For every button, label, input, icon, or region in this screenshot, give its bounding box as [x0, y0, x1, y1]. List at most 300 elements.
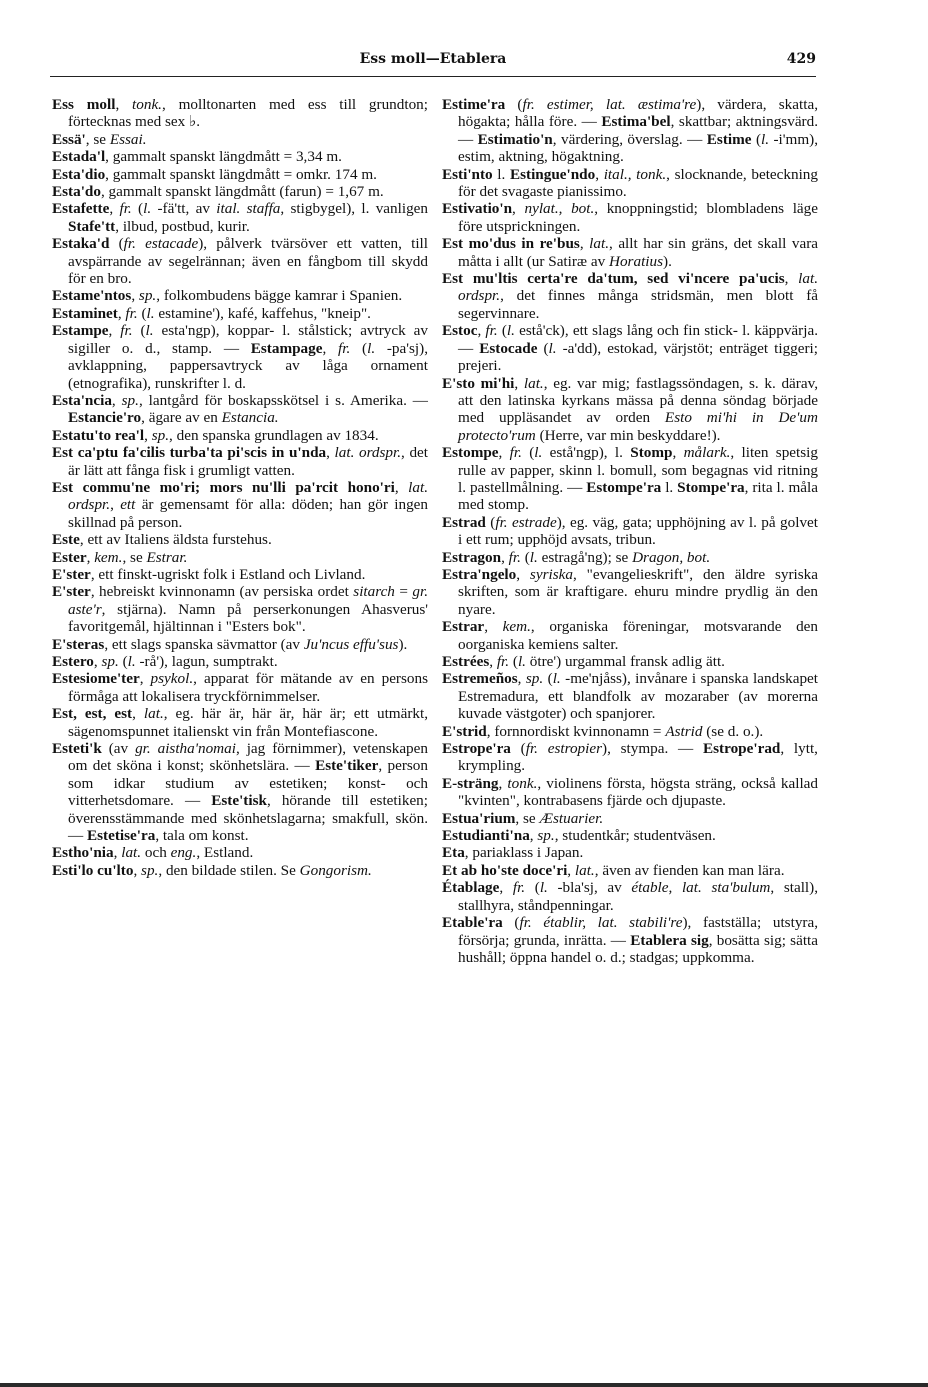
entry-italic-text: lat. — [121, 844, 142, 862]
entry-headword: Esti'lo cu'lto — [52, 861, 134, 879]
entry-italic-text: l. — [529, 548, 538, 566]
entry-italic-text: Horatius — [609, 252, 664, 270]
entry-text: , se — [122, 548, 147, 566]
entry-text: , — [579, 235, 590, 253]
entry-headword: Estremeños — [442, 670, 518, 688]
entry-text: ötre') urgammal fransk adlig ätt. — [525, 653, 725, 670]
entry-headword: Estrées — [442, 653, 490, 670]
entry-text: , rita l. måla med stomp. — [458, 478, 818, 514]
entry-italic-text: l. — [517, 653, 526, 670]
entry-italic-text: sp. — [151, 426, 170, 444]
entry-text: , — [111, 391, 122, 409]
entry-text: ( — [350, 339, 368, 357]
entry-headword: Estime — [706, 130, 752, 148]
entry-italic-text: sp. — [121, 391, 139, 409]
entry-headword: Ess moll — [52, 96, 116, 113]
dictionary-entry — [442, 827, 818, 844]
entry-italic-text: Ju'ncus effu'sus — [303, 635, 399, 653]
entry-text: , molltonarten med ess till grundton; förtecknas med sex ♭. — [68, 96, 428, 131]
entry-text: , — [109, 200, 120, 218]
entry-headword: Estompe — [442, 444, 499, 462]
dictionary-entry — [52, 670, 428, 705]
dictionary-entry — [442, 844, 818, 861]
entry-text: , — [498, 774, 508, 792]
entry-headword: Eta — [442, 844, 465, 862]
entry-headword: Stomp — [630, 444, 673, 462]
entry-headword: E-sträng — [442, 774, 499, 792]
dictionary-entry — [52, 740, 428, 844]
entry-italic-text: fr. — [485, 322, 498, 340]
entry-headword: Estero — [52, 653, 94, 670]
entry-italic-text: l. — [552, 670, 561, 688]
entry-text: , pariaklass i Japan. — [464, 844, 584, 862]
dictionary-entry — [52, 183, 428, 200]
entry-text: estamine'), kafé, kaffehus, "kneip". — [154, 304, 371, 322]
entry-text: och — [141, 844, 171, 862]
entry-text: , organiska föreningar, motsvarande den oorganiska kemiens salter. — [458, 618, 819, 653]
entry-text: , — [132, 705, 144, 723]
entry-italic-text: l. — [145, 322, 154, 340]
dictionary-entry — [52, 844, 428, 861]
entry-headword: E'strid — [442, 722, 487, 740]
dictionary-entry — [52, 531, 428, 548]
entry-text: -bla'sj, av — [547, 879, 632, 897]
dictionary-entry — [52, 322, 428, 392]
entry-headword: Etablera sig — [630, 931, 709, 949]
entry-text: ). — [663, 252, 672, 270]
entry-text: , — [117, 304, 126, 322]
entry-text: , — [394, 478, 409, 496]
entry-headword: Estrad — [442, 513, 486, 531]
entry-text: , person som idkar studium av estetiken; konst- och vitterhetsdomare. — — [68, 757, 428, 810]
entry-headword: Estocade — [479, 339, 538, 357]
entry-text: ( — [137, 304, 147, 322]
entry-text: ( — [131, 200, 144, 218]
entry-headword: E'ster — [52, 565, 91, 583]
dictionary-entry — [442, 775, 818, 810]
entry-italic-text: sp. — [537, 827, 555, 845]
entry-italic-text: fr. — [512, 879, 526, 897]
entry-italic-text: l. — [534, 444, 543, 462]
entry-text: , fornnordiskt kvinnonamn = — [486, 722, 666, 740]
entry-italic-text: fr. estacade — [123, 235, 199, 253]
entry-italic-text: lat. — [143, 705, 164, 723]
entry-text: , — [115, 96, 133, 113]
entry-text: , — [514, 374, 524, 392]
entry-text: , — [131, 287, 139, 305]
dictionary-entry — [52, 705, 428, 740]
entry-text: , hörande till estetiken; överensstämmande med skönhetslagarna; smakfull, skön. — — [68, 792, 428, 845]
entry-italic-text: kem. — [94, 548, 123, 566]
entry-text: , apparat för mätande av en persons förmåga att lokalisera tryckförnimmelser. — [68, 670, 428, 705]
entry-text: ( — [132, 322, 146, 340]
entry-italic-text: sp. — [525, 670, 544, 688]
entry-text: ( — [520, 548, 530, 566]
entry-text: -pa'sj), avklappning, pappersavtryck av låga ornament (etnografika), runskrifter l. d. — [68, 339, 428, 392]
dictionary-entry — [442, 566, 818, 618]
entry-headword: Esta'do — [52, 183, 101, 201]
entry-italic-text: l. — [548, 339, 557, 357]
entry-text: , värdering, överslag. — — [552, 130, 707, 148]
entry-text: ( — [497, 322, 507, 340]
entry-italic-text: gr. aistha'nomai — [135, 740, 236, 758]
entry-italic-text: ital., tonk. — [603, 165, 667, 183]
entry-text: ( — [109, 235, 124, 253]
entry-text: ( — [118, 653, 128, 670]
dictionary-entry — [52, 653, 428, 670]
entry-headword: Esteti'k — [52, 740, 102, 758]
entry-headword: Est, est, est — [52, 705, 133, 723]
entry-italic-text: l. — [761, 130, 770, 148]
entry-text: , gammalt spanskt längdmått = 3,34 m. — [105, 148, 342, 166]
entry-headword: Estragon — [442, 548, 502, 566]
entry-text: ), eg. väg, gata; upphöjning av l. på golvet i ett rum; upphöjd avsats, tribun. — [458, 513, 819, 549]
dictionary-entry — [52, 96, 428, 131]
entry-text: , gammalt spanskt längdmått = omkr. 174 m. — [105, 165, 377, 183]
entry-italic-text: fr. — [125, 304, 138, 322]
entry-headword: Estime'ra — [442, 96, 506, 113]
entry-italic-text: l. — [127, 653, 136, 670]
dictionary-entry — [52, 131, 428, 148]
dictionary-entry — [52, 148, 428, 165]
entry-text: , — [595, 165, 604, 183]
dictionary-entry — [442, 670, 818, 722]
entry-text: (Herre, var min beskyddare!). — [535, 426, 721, 444]
entry-text: , — [93, 653, 102, 670]
entry-headword: Este'tiker — [315, 757, 379, 775]
dictionary-entry — [442, 549, 818, 566]
entry-italic-text: lat. ordspr. — [458, 270, 819, 305]
dictionary-entry — [52, 583, 428, 635]
dictionary-entry — [442, 96, 818, 166]
entry-text: , ilbud, postbud, kurir. — [115, 217, 250, 235]
dictionary-entry — [442, 322, 818, 374]
entry-italic-text: l. — [506, 322, 515, 340]
entry-text: , allt har sin gräns, det skall vara måtta i allt (ur Satiræ av — [458, 235, 819, 270]
entry-text: , studentkår; studentväsen. — [554, 827, 716, 845]
header-rule — [50, 76, 816, 77]
entry-headword: Este'tisk — [211, 792, 267, 810]
entry-text: l. — [492, 165, 510, 183]
dictionary-entry — [442, 166, 818, 201]
entry-text: , tala om konst. — [155, 827, 249, 845]
entry-text: -a'dd), estokad, värjstöt; enträget tiggeri; prejeri. — [458, 339, 818, 375]
entry-headword: Stompe'ra — [677, 478, 745, 496]
entry-headword: Estancie'ro — [68, 409, 142, 427]
dictionary-entry — [442, 514, 818, 549]
entry-text: , se — [85, 130, 110, 148]
scan-bottom-edge — [0, 1383, 928, 1387]
entry-italic-text: l. — [143, 200, 152, 218]
entry-text: , — [516, 565, 530, 583]
entry-text: ( — [502, 914, 520, 932]
entry-text: , ett finskt-ugriskt folk i Estland och Livland. — [90, 565, 366, 583]
dictionary-entry — [442, 375, 818, 445]
entry-headword: Estaminet — [52, 304, 118, 322]
entry-headword: Est mo'dus in re'bus — [442, 235, 580, 253]
entry-text: , det finnes många stridsmän, men blott få segervinnare. — [458, 287, 818, 322]
entry-text: , — [139, 670, 151, 688]
entry-text: , — [322, 339, 339, 357]
entry-text: , ett av Italiens äldsta furstehus. — [79, 531, 272, 549]
entry-text: , — [108, 322, 121, 340]
entry-text: , knoppningstid; blombladens läge före utsprickningen. — [458, 200, 819, 235]
entry-headword: Estingue'ndo — [509, 165, 596, 183]
dictionary-entry — [442, 914, 818, 966]
dictionary-entry — [52, 200, 428, 235]
entry-text: , folkombudens bägge kamrar i Spanien. — [156, 287, 403, 305]
dictionary-entry — [442, 270, 818, 322]
entry-italic-text: fr. estimer, lat. æstima're — [522, 96, 697, 113]
entry-italic-text: fr. — [119, 200, 132, 218]
entry-text: -rå'), lagun, sumptrakt. — [135, 653, 278, 670]
entry-text: = — [394, 583, 413, 601]
entry-text: , gammalt spanskt längdmått (farun) = 1,67 m. — [100, 183, 384, 201]
entry-text: ( — [537, 339, 549, 357]
entry-headword: Este — [52, 531, 80, 549]
dictionary-entry — [52, 235, 428, 287]
entry-headword: Estra'ngelo — [442, 565, 517, 583]
entry-text: -fä'tt, av — [151, 200, 217, 218]
entry-headword: Estaka'd — [52, 235, 110, 253]
entry-text: , jag förnimmer), vetenskapen om det sköna i konst; skönhetslära. — — [68, 740, 428, 775]
entry-text: , ägare av en — [141, 409, 222, 427]
entry-italic-text: fr. — [120, 322, 133, 340]
entry-text: ( — [510, 740, 526, 758]
entry-text: , hebreiskt kvinnonamn (av persiska ordet — [90, 583, 354, 601]
entry-text: , slocknande, beteckning för det svagaste pianissimo. — [458, 165, 818, 201]
entry-italic-text: lat. — [523, 374, 544, 392]
page-number: 429 — [786, 51, 816, 67]
entry-italic-text: fr. estropier — [525, 740, 603, 758]
entry-headword: Estimatio'n — [477, 130, 553, 148]
page-header — [50, 51, 816, 73]
entry-headword: Estivatio'n — [442, 200, 513, 218]
entry-headword: E'ster — [52, 583, 91, 601]
entry-text: , — [517, 670, 526, 688]
entry-italic-text: lat. ordspr. — [334, 444, 402, 462]
dictionary-entry — [442, 723, 818, 740]
entry-text: , — [489, 653, 497, 670]
entry-italic-text: tonk. — [507, 774, 538, 792]
entry-text: , — [144, 426, 152, 444]
entry-headword: Estima'bel — [601, 113, 671, 131]
entry-italic-text: Gongorism. — [299, 861, 372, 879]
entry-italic-text: fr. — [496, 653, 510, 670]
entry-text: ), värdera, skatta, högakta; hålla före. — — [458, 96, 818, 131]
dictionary-entry — [442, 200, 818, 235]
entry-text: -i'mm), estim, aktning, högaktning. — [458, 130, 818, 166]
entry-text: , stjärna). Namn på perserkonungen Ahasverus' favoritgemål, hjältinnan i "Esters bok". — [68, 600, 428, 636]
dictionary-entry — [52, 636, 428, 653]
entry-headword: Établage — [442, 879, 500, 897]
entry-italic-text: lat. — [574, 861, 595, 879]
entry-italic-text: fr. estrade — [495, 513, 557, 531]
entry-headword: Estoc — [442, 322, 478, 340]
entry-text: ), stympa. — — [602, 740, 704, 758]
entry-italic-text: nylat., bot. — [524, 200, 595, 218]
entry-headword: Essä' — [52, 130, 86, 148]
entry-text: ). — [398, 635, 408, 653]
entry-text: är gemensamt för alla: döden; han gör ingen skillnad på person. — [68, 496, 428, 531]
entry-headword: Estesiome'ter — [52, 670, 140, 688]
entry-headword: Est commu'ne mo'ri; mors nu'lli pa'rcit hono'ri — [52, 478, 395, 496]
entry-text: , violinens första, högsta sträng, också kallad "kvinten", kontrabasens fjärde och djupaste. — [458, 774, 818, 810]
entry-headword: Et ab ho'ste doce'ri — [442, 861, 568, 879]
entry-headword: Est ca'ptu fa'cilis turba'ta pi'scis in u'nda — [52, 444, 327, 462]
entry-text: , lytt, krympling. — [458, 740, 818, 775]
entry-italic-text: ital. staffa — [216, 200, 281, 218]
entry-text: , — [567, 861, 575, 879]
entry-text: , se — [515, 809, 540, 827]
entry-italic-text: ett — [120, 496, 136, 514]
entry-italic-text: lat. — [589, 235, 609, 253]
entry-headword: Estua'rium — [442, 809, 516, 827]
entry-headword: Estampe — [52, 322, 109, 340]
entry-headword: Estrope'rad — [703, 740, 781, 758]
dictionary-entry — [442, 444, 818, 514]
entry-headword: Estrar — [442, 618, 485, 636]
entry-italic-text: gr. aste'r — [68, 583, 428, 618]
entry-headword: Estetise'ra — [86, 827, 156, 845]
entry-text: ( — [543, 670, 553, 688]
entry-text: esta'ngp), koppar- l. stålstick; avtryck av sigiller o. d., stamp. — — [68, 322, 429, 357]
entry-text: , — [133, 861, 142, 879]
dictionary-entry — [52, 392, 428, 427]
entry-italic-text: l. — [539, 879, 548, 897]
entry-italic-text: Æstuarier. — [539, 809, 604, 827]
dictionary-entry — [52, 862, 428, 879]
entry-italic-text: lat. ordspr. — [68, 478, 428, 514]
entry-italic-text: Dragon, bot. — [632, 548, 711, 566]
entry-text: , — [512, 200, 525, 218]
entry-text: , — [113, 844, 122, 862]
entry-text: , stall), stallhyra, ståndpenningar. — [458, 879, 819, 914]
entry-text: ( — [485, 513, 496, 531]
entry-headword: Estafette — [52, 200, 110, 218]
entry-text: , — [86, 548, 95, 566]
entry-headword: Stafe'tt — [68, 217, 116, 235]
entry-text: , den spanska grundlagen av 1834. — [169, 426, 379, 444]
running-title: Ess moll—Etablera — [359, 51, 507, 67]
entry-italic-text: sitarch — [353, 583, 395, 601]
dictionary-entry — [442, 235, 818, 270]
entry-text: , eg. här är, här är, här är; ett utmärkt, sägenomspunnet italienskt vin från Montefiascone. — [68, 705, 429, 740]
entry-text: ), fastställa; utstyra, försörja; grunda, inrätta. — — [458, 914, 819, 949]
entry-text: (se d. o.). — [702, 722, 764, 740]
entry-headword: Esti'nto — [442, 165, 493, 183]
entry-headword: Esta'dio — [52, 165, 106, 183]
entry-text: ), pålverk tvärsöver ett vatten, till avspärrande av segelrännan; även en fångbom till skydd för en bro. — [68, 235, 428, 288]
entry-text: (av — [101, 740, 136, 758]
entry-text: , även av fienden kan man lära. — [594, 861, 785, 879]
entry-headword: Estrope'ra — [442, 740, 511, 758]
entry-italic-text: fr. — [508, 548, 521, 566]
entry-text: , — [484, 618, 503, 636]
entry-text: , ett slags spanska sävmattor (av — [104, 635, 304, 653]
entry-headword: Ester — [52, 548, 87, 566]
dictionary-entry — [52, 444, 428, 479]
left-column — [52, 96, 428, 879]
entry-italic-text: sp. — [141, 861, 159, 879]
dictionary-entry — [52, 166, 428, 183]
entry-text: estå'ngp), l. — [542, 444, 631, 462]
entry-italic-text: fr. — [509, 444, 522, 462]
dictionary-entry — [442, 810, 818, 827]
entry-text: , den bildade stilen. Se — [158, 861, 300, 879]
entry-headword: Est mu'ltis certa're da'tum, sed vi'ncere pa'ucis — [442, 270, 785, 288]
dictionary-entry — [52, 566, 428, 583]
entry-italic-text: kem. — [502, 618, 531, 636]
entry-text: , bosätta sig; sätta hushåll; öppna handel o. d.; stadgas; uppkomma. — [458, 931, 819, 966]
entry-italic-text: sp. — [101, 653, 119, 670]
entry-italic-text: Essai. — [109, 130, 147, 148]
entry-text: ( — [505, 96, 523, 113]
entry-text: , — [326, 444, 335, 462]
entry-headword: Esta'ncia — [52, 391, 112, 409]
entry-text: , — [477, 322, 486, 340]
entry-italic-text: syriska — [529, 565, 573, 583]
entry-headword: Estompe'ra — [586, 478, 662, 496]
entry-italic-text: eng. — [170, 844, 197, 862]
dictionary-entry — [52, 479, 428, 531]
entry-text: estå'ck), ett slags lång och fin stick- l. käppvärja. — — [458, 322, 818, 357]
entry-text: , "evangelieskrift", den äldre syriska skriften, som är kraftigare. ehuru mindre prydlig än den nyare. — [458, 565, 818, 618]
right-column — [442, 96, 818, 966]
entry-text: ( — [509, 653, 518, 670]
entry-italic-text: psykol. — [150, 670, 194, 688]
entry-italic-text: fr. établir, lat. stabili're — [519, 914, 683, 932]
dictionary-entry — [442, 862, 818, 879]
entry-text: ( — [525, 879, 540, 897]
entry-italic-text: sp. — [138, 287, 157, 305]
entry-italic-text: målark. — [683, 444, 731, 462]
entry-text: ( — [521, 444, 535, 462]
entry-text: estragå'ng); se — [537, 548, 633, 566]
dictionary-entry — [442, 740, 818, 775]
dictionary-entry — [52, 549, 428, 566]
dictionary-entry — [442, 618, 818, 653]
entry-italic-text: Estrar. — [146, 548, 188, 566]
entry-text: l. — [661, 478, 678, 496]
entry-text: , Estland. — [196, 844, 254, 862]
entry-headword: Estatu'to rea'l — [52, 426, 145, 444]
entry-italic-text: l. — [146, 304, 155, 322]
entry-italic-text: Astrid — [665, 722, 703, 740]
entry-italic-text: fr. — [338, 339, 351, 357]
entry-headword: Etable'ra — [442, 914, 503, 932]
entry-text: , stigbygel), l. vanligen — [280, 200, 429, 218]
entry-text: , — [498, 444, 510, 462]
entry-headword: Estada'l — [52, 148, 106, 166]
entry-text: -me'njåss), invånare i spanska landskapet Estremadura, ett blandfolk av mozaraber (av morerna kuvade västgoter) och spanjorer. — [458, 670, 818, 723]
entry-text: , — [784, 270, 799, 288]
entry-italic-text: tonk. — [132, 96, 162, 113]
entry-text: , — [501, 548, 509, 566]
entry-headword: Estudianti'na — [442, 827, 530, 845]
entry-text: , — [499, 879, 513, 897]
entry-headword: Estame'ntos — [52, 287, 132, 305]
entry-italic-text: Esto mi'hi in De'um protecto'rum — [458, 409, 818, 444]
entry-text: , — [529, 827, 538, 845]
dictionary-entry — [442, 879, 818, 914]
entry-text: , — [672, 444, 684, 462]
entry-headword: E'steras — [52, 635, 105, 653]
dictionary-entry — [52, 427, 428, 444]
entry-headword: Estho'nia — [52, 844, 114, 862]
entry-italic-text: Estancia. — [221, 409, 279, 427]
entry-italic-text: étable, lat. sta'bulum — [631, 879, 771, 897]
